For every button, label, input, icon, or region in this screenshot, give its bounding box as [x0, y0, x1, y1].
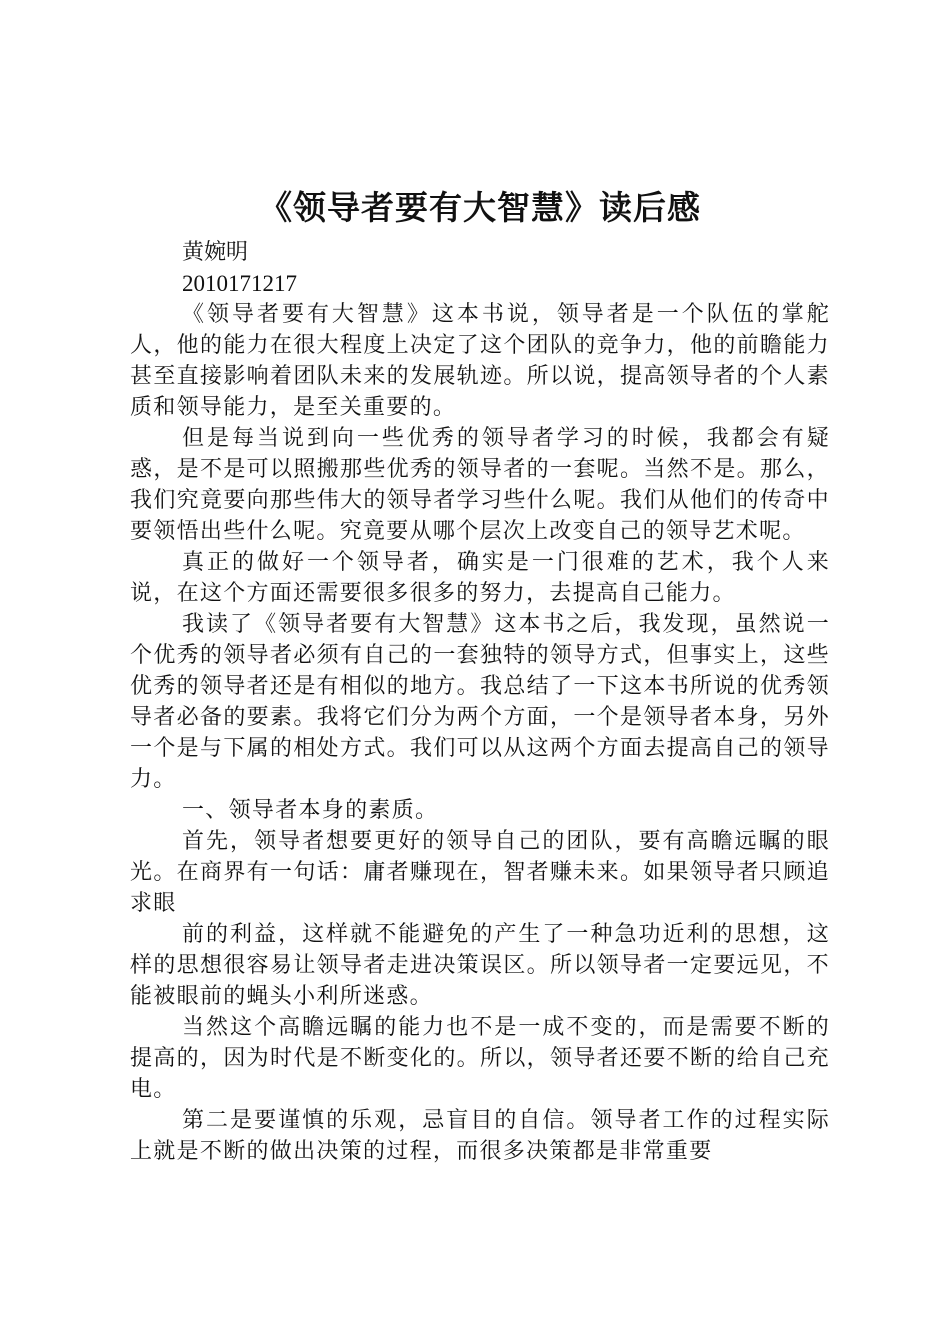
paragraph-1: 《领导者要有大智慧》这本书说，领导者是一个队伍的掌舵人，他的能力在很大程度上决定了这个团队的竞争力，他的前瞻能力甚至直接影响着团队未来的发展轨迹。所以说，提高领导者的个人素质和领导能力，是至关重要的。: [130, 302, 830, 420]
paragraph-8: 第二是要谨慎的乐观，忌盲目的自信。领导者工作的过程实际上就是不断的做出决策的过程，而很多决策都是非常重要: [130, 1108, 830, 1164]
document-body: [130, 299, 830, 1167]
paragraph-6: 前的利益，这样就不能避免的产生了一种急功近利的思想，这样的思想很容易让领导者走进决策误区。所以领导者一定要远见，不能被眼前的蝇头小利所迷惑。: [130, 922, 830, 1009]
section-heading: 一、领导者本身的素质。: [182, 798, 439, 823]
student-id: 2010171217: [182, 271, 297, 296]
document-page: [130, 185, 830, 1167]
paragraph-3: 真正的做好一个领导者，确实是一门很难的艺术，我个人来说，在这个方面还需要很多很多的努力，去提高自己能力。: [130, 550, 830, 606]
author-name: 黄婉明: [182, 240, 249, 265]
document-title: 《领导者要有大智慧》读后感: [259, 188, 701, 227]
paragraph-5: 首先，领导者想要更好的领导自己的团队，要有高瞻远瞩的眼光。在商界有一句话：庸者赚现在，智者赚未来。如果领导者只顾追求眼: [130, 829, 830, 916]
paragraph-7: 当然这个高瞻远瞩的能力也不是一成不变的，而是需要不断的提高的，因为时代是不断变化的。所以，领导者还要不断的给自己充电。: [130, 1015, 830, 1102]
paragraph-4: 我读了《领导者要有大智慧》这本书之后，我发现，虽然说一个优秀的领导者必须有自己的一套独特的领导方式，但事实上，这些优秀的领导者还是有相似的地方。我总结了一下这本书所说的优秀领导者必备的要素。我将它们分为两个方面，一个是领导者本身，另外一个是与下属的相处方式。我们可以从这两个方面去提高自己的领导力。: [130, 612, 830, 792]
paragraph-2: 但是每当说到向一些优秀的领导者学习的时候，我都会有疑惑，是不是可以照搬那些优秀的领导者的一套呢。当然不是。那么，我们究竟要向那些伟大的领导者学习些什么呢。我们从他们的传奇中要领悟出些什么呢。究竟要从哪个层次上改变自己的领导艺术呢。: [130, 426, 830, 544]
